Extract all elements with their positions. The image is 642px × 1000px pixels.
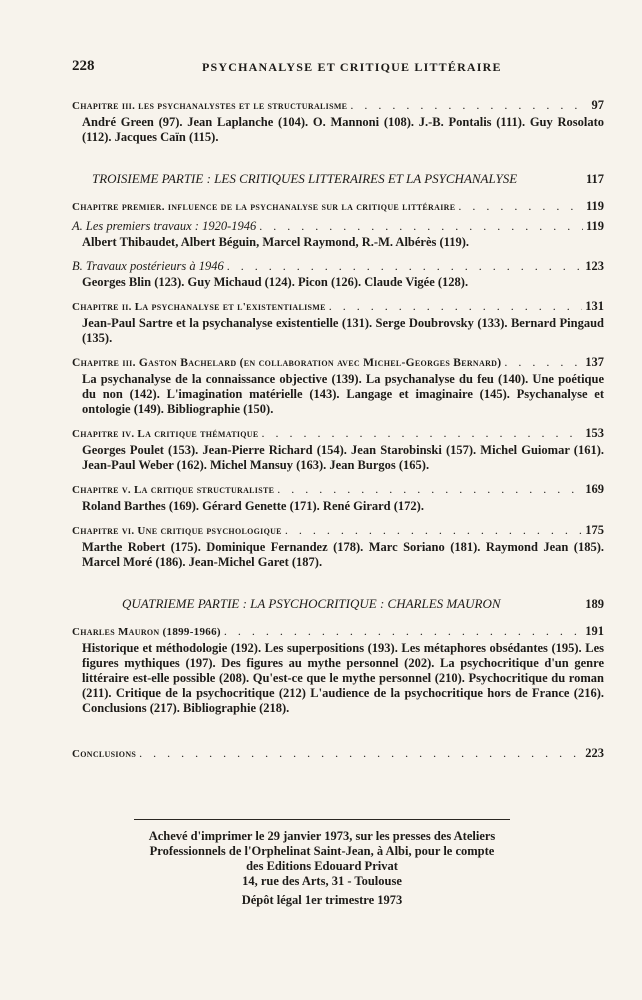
colophon-line: Achevé d'imprimer le 29 janvier 1973, sur les presses des Ateliers — [148, 829, 496, 843]
colophon — [134, 829, 510, 908]
toc-entry-title: Chapitre iv. La critique thématique — [72, 428, 259, 440]
toc-entry-detail: Georges Blin (123). Guy Michaud (124). Picon (126). Claude Vigée (128). — [82, 275, 469, 289]
toc-entry-page: 153 — [585, 426, 604, 440]
toc-entry — [72, 355, 604, 417]
toc-entry-page: 169 — [585, 482, 604, 496]
toc-entry-page: 119 — [585, 219, 604, 233]
colophon-line: des Editions Edouard Privat — [246, 859, 398, 873]
toc-entry-title: Conclusions — [72, 748, 137, 760]
part-heading — [72, 171, 604, 187]
toc-entry-title: Chapitre iii. les psychanalystes et le structuralisme — [72, 100, 348, 112]
toc-entry — [72, 259, 604, 290]
toc-entry-title: Chapitre vi. Une critique psychologique — [72, 525, 282, 537]
toc-entry-detail: Albert Thibaudet, Albert Béguin, Marcel Raymond, R.-M. Albérès (119). — [82, 235, 470, 249]
page-header — [72, 58, 602, 78]
leader-dots — [504, 355, 582, 370]
toc-entry-page: 223 — [585, 746, 604, 760]
leader-dots — [262, 426, 583, 441]
leader-dots — [227, 259, 583, 274]
leader-dots — [259, 219, 583, 234]
colophon-rule — [134, 819, 510, 820]
colophon-line: Dépôt légal 1er trimestre 1973 — [241, 893, 403, 907]
toc-entry — [72, 299, 604, 346]
toc-entry-detail: Georges Poulet (153). Jean-Pierre Richard (154). Jean Starobinski (157). Michel Guiomar (161). Jean-Paul Weber (162). Michel Mansuy (163). Jean Burgos (165). — [82, 443, 604, 472]
colophon-line: Professionnels de l'Orphelinat Saint-Jean, à Albi, pour le compte — [149, 844, 495, 858]
toc-entry-detail: Roland Barthes (169). Gérard Genette (171). René Girard (172). — [82, 499, 424, 513]
toc-entry-detail: André Green (97). Jean Laplanche (104). O. Mannoni (108). J.-B. Pontalis (111). Guy Rosolato (112). Jacques Caïn (115). — [82, 115, 604, 144]
toc-entry-title: Chapitre ii. La psychanalyse et l'existentialisme — [72, 301, 326, 313]
toc-entry — [72, 426, 604, 473]
toc-entry-detail: Jean-Paul Sartre et la psychanalyse existentielle (131). Serge Doubrovsky (133). Bernard Pingaud (135). — [82, 316, 604, 345]
toc-entry-title: Charles Mauron (1899-1966) — [72, 626, 221, 638]
toc-entry-page: 175 — [585, 523, 604, 537]
toc-entry-title: B. Travaux postérieurs à 1946 — [72, 259, 224, 273]
toc-entry-page: 137 — [585, 355, 604, 369]
toc-entry-conclusions — [72, 746, 604, 762]
toc-entry — [72, 98, 604, 145]
leader-dots — [224, 624, 582, 639]
leader-dots — [458, 199, 583, 214]
toc-entry — [72, 523, 604, 570]
running-title: PSYCHANALYSE ET CRITIQUE LITTÉRAIRE — [202, 60, 502, 74]
toc-entry-page: 131 — [585, 299, 604, 313]
toc-entry-title: A. Les premiers travaux : 1920-1946 — [72, 219, 257, 233]
part-page: 189 — [585, 597, 604, 611]
toc-entry — [72, 219, 604, 250]
leader-dots — [277, 482, 582, 497]
toc-entry-detail: La psychanalyse de la connaissance objective (139). La psychanalyse du feu (140). Une poétique du non (142). L'imagination matérielle (143). Langage et imaginaire (145). Psychanalyse et ontologie (149). Bibliographie (150). — [82, 372, 604, 416]
part-title: QUATRIEME PARTIE : LA PSYCHOCRITIQUE : CHARLES MAURON — [122, 596, 501, 611]
toc-entry-detail: Marthe Robert (175). Dominique Fernandez (178). Marc Soriano (181). Raymond Jean (185). Marcel Moré (186). Jean-Michel Garet (187). — [82, 540, 604, 569]
toc-entry-title: Chapitre iii. Gaston Bachelard (en collaboration avec Michel-Georges Bernard) — [72, 357, 502, 369]
toc-entry — [72, 482, 604, 514]
toc-entry-title: Chapitre v. La critique structuraliste — [72, 484, 275, 496]
toc-entry — [72, 624, 604, 716]
toc-entry — [72, 199, 604, 215]
page-number: 228 — [72, 58, 95, 74]
colophon-line: 14, rue des Arts, 31 - Toulouse — [242, 874, 402, 888]
toc-entry-title: Chapitre premier. influence de la psychanalyse sur la critique littéraire — [72, 201, 456, 213]
leader-dots — [139, 746, 582, 761]
part-page: 117 — [585, 172, 604, 186]
toc-entry-page: 191 — [585, 624, 604, 638]
part-title: TROISIEME PARTIE : LES CRITIQUES LITTERAIRES ET LA PSYCHANALYSE — [92, 171, 518, 186]
leader-dots — [329, 299, 583, 314]
toc-entry-page: 119 — [585, 199, 604, 213]
part-heading — [72, 596, 604, 612]
leader-dots — [350, 98, 588, 113]
toc-entry-page: 97 — [591, 98, 604, 112]
toc-entry-page: 123 — [585, 259, 604, 273]
table-of-contents — [72, 98, 604, 771]
toc-entry-detail: Historique et méthodologie (192). Les superpositions (193). Les métaphores obsédantes (195). Les figures mythiques (197). Des figures au mythe personnel (202). La psychocritique d'un genre littéraire est-elle possible (208). Qu'est-ce que le mythe personnel (210). Psychocritique du roman (211). Critique de la psychocritique (212) L'audience de la psychocritique hors de France (216). Conclusions (217). Bibliographie (218). — [82, 641, 604, 715]
leader-dots — [285, 523, 582, 538]
